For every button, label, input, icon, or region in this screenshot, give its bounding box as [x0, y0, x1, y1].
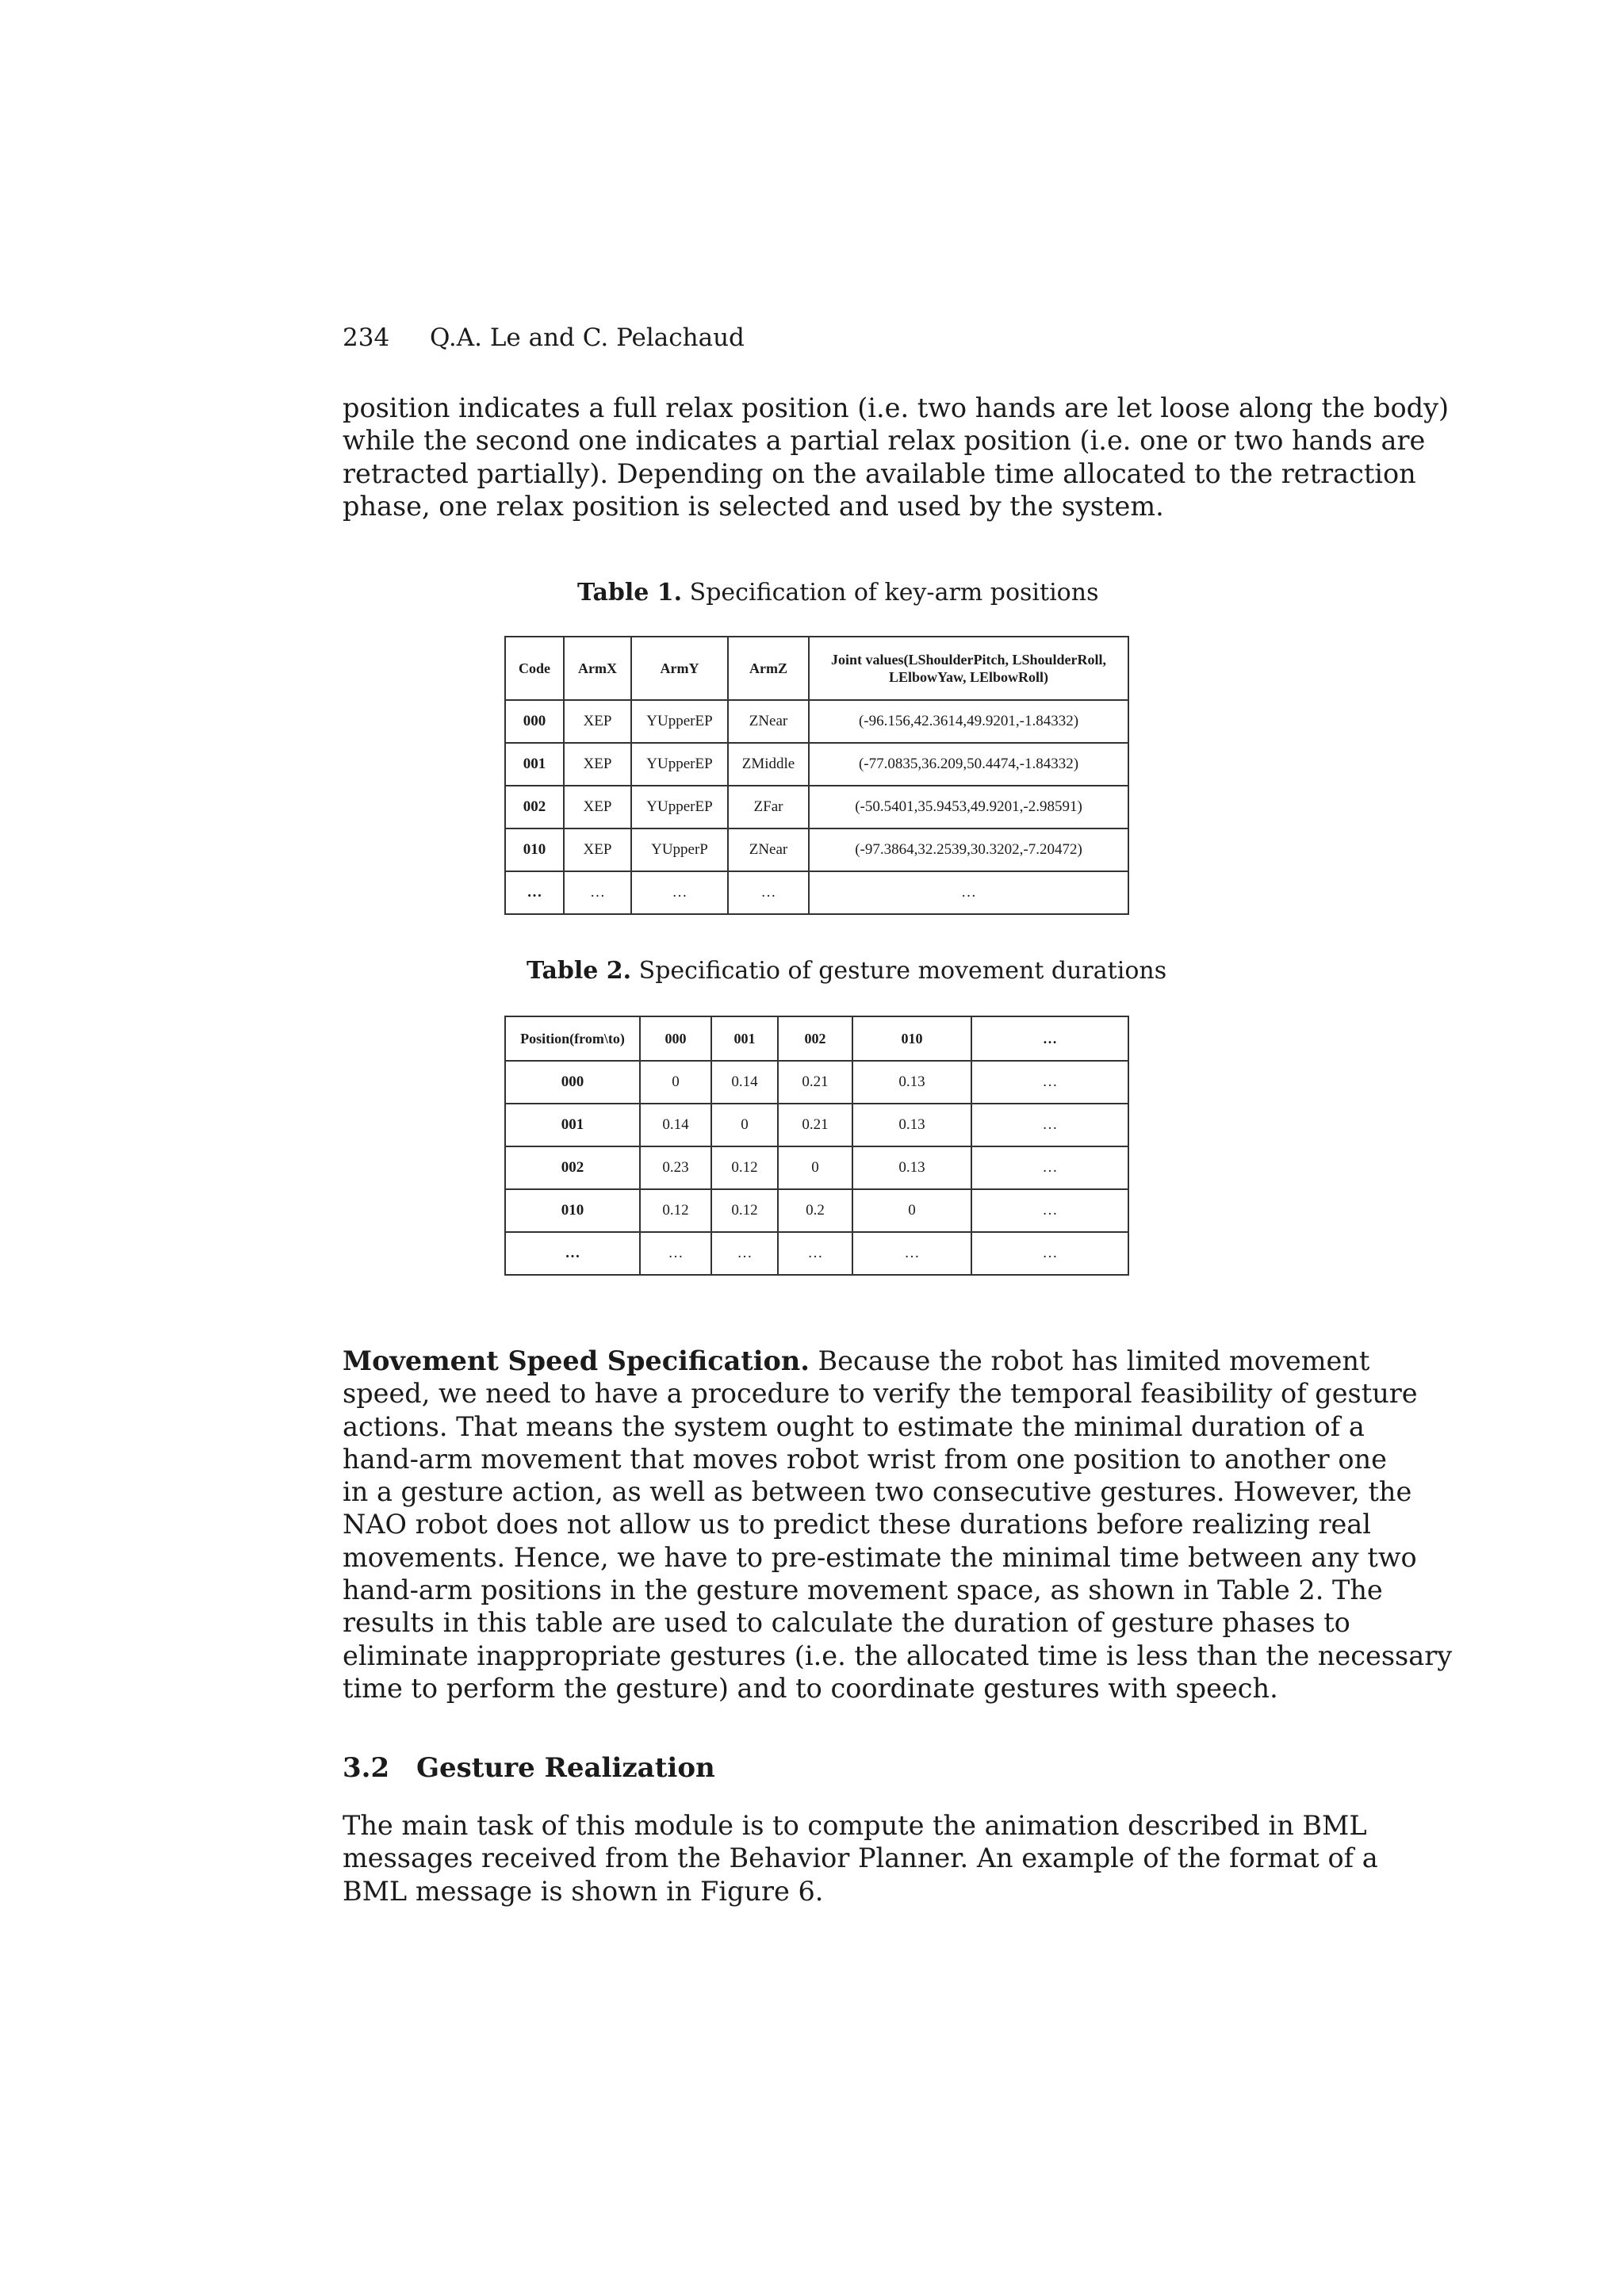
table-cell: … [564, 871, 631, 914]
table-cell: (-97.3864,32.2539,30.3202,-7.20472) [809, 828, 1128, 871]
table-cell: 0.2 [778, 1189, 852, 1232]
table-cell: … [631, 871, 728, 914]
movement-speed-paragraph [343, 1345, 1453, 1705]
table-cell: XEP [564, 743, 631, 786]
table-cell: … [971, 1189, 1128, 1232]
section-heading [343, 1752, 715, 1784]
table-cell: … [852, 1232, 971, 1275]
table-cell: (-77.0835,36.209,50.4474,-1.84332) [809, 743, 1128, 786]
table-cell: 010 [505, 828, 564, 871]
text-line [343, 1345, 1370, 1377]
table-cell: 0 [852, 1189, 971, 1232]
table-cell: … [505, 871, 564, 914]
table-cell: 0.23 [640, 1146, 711, 1189]
table-cell: … [971, 1104, 1128, 1146]
table-row [505, 828, 1128, 871]
header-cell: ArmX [564, 637, 631, 700]
text-line: speed, we need to have a procedure to verify the temporal feasibility of gesture [343, 1378, 1418, 1410]
table-cell: … [809, 871, 1128, 914]
table-header-row [505, 1016, 1128, 1061]
table-header-row [505, 637, 1128, 700]
header-cell: 000 [640, 1016, 711, 1061]
table-cell: 0.21 [778, 1104, 852, 1146]
text-line: while the second one indicates a partial relax position (i.e. one or two hands are [343, 425, 1426, 457]
table-cell: 0.13 [852, 1061, 971, 1104]
text-line: hand-arm movement that moves robot wrist from one position to another one [343, 1443, 1387, 1475]
table-cell: 0.12 [711, 1189, 778, 1232]
table-row [505, 871, 1128, 914]
text-line: time to perform the gesture) and to coordinate gestures with speech. [343, 1672, 1278, 1704]
table-cell: 0.14 [640, 1104, 711, 1146]
gesture-durations-table [504, 1016, 1129, 1276]
table-cell: 000 [505, 1061, 640, 1104]
header-cell: 001 [711, 1016, 778, 1061]
page-number: 234 [343, 323, 390, 352]
table-cell: … [778, 1232, 852, 1275]
table-cell: (-50.5401,35.9453,49.9201,-2.98591) [809, 786, 1128, 828]
running-header [343, 323, 745, 352]
table-row [505, 786, 1128, 828]
table-cell: 0.14 [711, 1061, 778, 1104]
header-cell: Joint values(LShoulderPitch, LShoulderRoll, LElbowYaw, LElbowRoll) [809, 637, 1128, 700]
gesture-realization-paragraph [343, 1809, 1378, 1908]
text-line: actions. That means the system ought to estimate the minimal duration of a [343, 1410, 1365, 1442]
text-line: retracted partially). Depending on the available time allocated to the retraction [343, 457, 1416, 489]
table-row [505, 743, 1128, 786]
table-cell: YUpperP [631, 828, 728, 871]
table-cell: … [971, 1146, 1128, 1189]
header-cell: ArmY [631, 637, 728, 700]
table-row [505, 1232, 1128, 1275]
table2-caption-label: Table 2. [527, 957, 632, 985]
table-cell: YUpperEP [631, 786, 728, 828]
table-cell: 0.21 [778, 1061, 852, 1104]
text-line: results in this table are used to calculate the duration of gesture phases to [343, 1607, 1350, 1639]
table-cell: 010 [505, 1189, 640, 1232]
table1-caption [577, 579, 1098, 607]
text-line: phase, one relax position is selected and used by the system. [343, 490, 1164, 522]
table-cell: ZFar [728, 786, 809, 828]
table-cell: XEP [564, 786, 631, 828]
table-cell: … [728, 871, 809, 914]
header-cell: ArmZ [728, 637, 809, 700]
text-line: hand-arm positions in the gesture movement space, as shown in Table 2. The [343, 1575, 1383, 1606]
table2-caption [527, 957, 1166, 985]
table-cell: 0 [640, 1061, 711, 1104]
header-cell: Code [505, 637, 564, 700]
header-cell: … [971, 1016, 1128, 1061]
table-cell: ZNear [728, 828, 809, 871]
table-cell: … [971, 1061, 1128, 1104]
table-cell: 0 [778, 1146, 852, 1189]
table-cell: … [505, 1232, 640, 1275]
table-cell: 001 [505, 1104, 640, 1146]
table-cell: 002 [505, 786, 564, 828]
key-arm-positions-table [504, 636, 1129, 915]
table-cell: (-96.156,42.3614,49.9201,-1.84332) [809, 700, 1128, 743]
table-cell: XEP [564, 700, 631, 743]
table-cell: 0.12 [711, 1146, 778, 1189]
table-cell: 0.12 [640, 1189, 711, 1232]
table-row [505, 700, 1128, 743]
text-line: messages received from the Behavior Planner. An example of the format of a [343, 1843, 1378, 1874]
table-cell: 001 [505, 743, 564, 786]
paragraph-heading: Movement Speed Specification. [343, 1345, 810, 1376]
text-line: The main task of this module is to compute the animation described in BML [343, 1810, 1367, 1841]
table1-caption-text: Specification of key-arm positions [689, 579, 1099, 607]
table-cell: XEP [564, 828, 631, 871]
table-cell: YUpperEP [631, 743, 728, 786]
table-cell: … [711, 1232, 778, 1275]
table-cell: ZNear [728, 700, 809, 743]
table1-caption-label: Table 1. [577, 579, 683, 607]
text-line: NAO robot does not allow us to predict these durations before realizing real [343, 1509, 1371, 1540]
text-line: BML message is shown in Figure 6. [343, 1875, 824, 1907]
table-cell: … [640, 1232, 711, 1275]
header-cell: 010 [852, 1016, 971, 1061]
table-row [505, 1061, 1128, 1104]
text-line: in a gesture action, as well as between two consecutive gestures. However, the [343, 1476, 1412, 1508]
section-title: Gesture Realization [416, 1752, 715, 1784]
text-line: eliminate inappropriate gestures (i.e. the allocated time is less than the necessary [343, 1640, 1453, 1671]
running-authors: Q.A. Le and C. Pelachaud [430, 323, 745, 352]
table-cell: ZMiddle [728, 743, 809, 786]
table-cell: YUpperEP [631, 700, 728, 743]
section-number: 3.2 [343, 1752, 390, 1784]
table-row [505, 1189, 1128, 1232]
table-cell: 002 [505, 1146, 640, 1189]
table-cell: 000 [505, 700, 564, 743]
table-cell: … [971, 1232, 1128, 1275]
table-cell: 0 [711, 1104, 778, 1146]
header-cell: Position(from\to) [505, 1016, 640, 1061]
intro-paragraph [343, 392, 1450, 522]
text-line: movements. Hence, we have to pre-estimate the minimal time between any two [343, 1541, 1417, 1573]
table2-caption-text: Specificatio of gesture movement durations [638, 957, 1167, 985]
table-row [505, 1146, 1128, 1189]
header-cell: 002 [778, 1016, 852, 1061]
table-cell: 0.13 [852, 1146, 971, 1189]
table-row [505, 1104, 1128, 1146]
table-cell: 0.13 [852, 1104, 971, 1146]
text-run: Because the robot has limited movement [818, 1345, 1370, 1376]
text-line: position indicates a full relax position (i.e. two hands are let loose along the body) [343, 392, 1450, 423]
